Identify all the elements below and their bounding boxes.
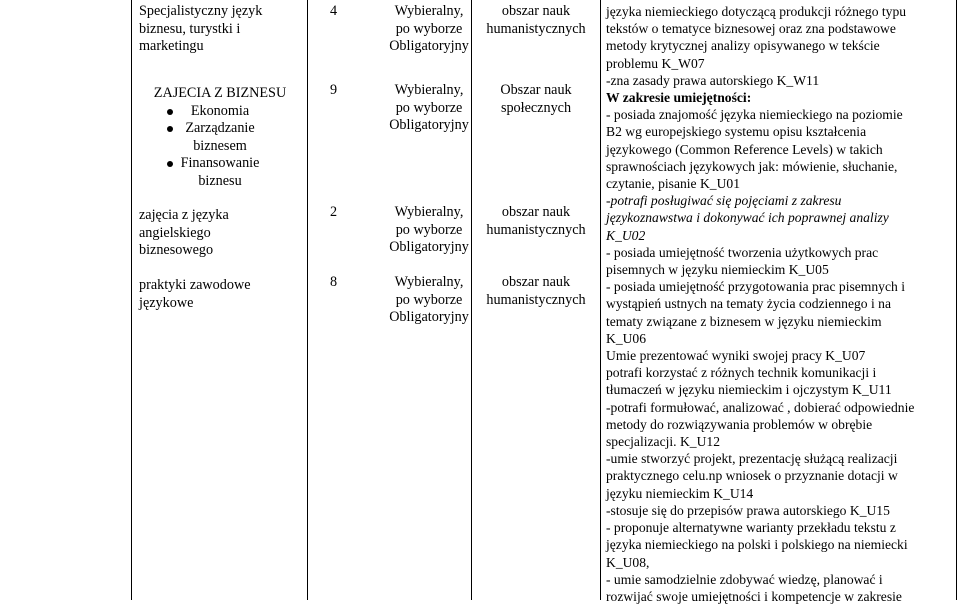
table-border xyxy=(600,0,601,600)
area-line: obszar nauk xyxy=(501,204,571,220)
text-line: praktyki zawodowe xyxy=(139,277,251,293)
zajecia-jezyka xyxy=(139,207,301,260)
outcome-line: Umie prezentować wyniki swojej pracy K_U07 xyxy=(606,348,866,364)
area-line: humanistycznych xyxy=(486,291,586,308)
learning-outcomes xyxy=(606,3,952,605)
type-line: Obligatoryjny xyxy=(389,38,469,54)
outcome-line: -umie stworzyć projekt, prezentację służącą realizacji xyxy=(606,451,898,467)
outcome-line: - posiada umiejętność przygotowania prac pisemnych i xyxy=(606,279,905,295)
outcome-line: sprawnościach językowych jak: mówienie, słuchanie, xyxy=(606,158,898,174)
outcome-line: tematy związane z biznesem w języku niemieckim xyxy=(606,313,882,329)
outcome-line: czytanie, pisanie K_U01 xyxy=(606,176,741,192)
type-line: Wybieralny, xyxy=(394,274,464,290)
outcome-line: -potrafi posługiwać się pojęciami z zakresu xyxy=(606,193,842,209)
area-line: humanistycznych xyxy=(486,221,586,238)
zajecia-section xyxy=(139,85,301,190)
outcome-line: tekstów o tematyce biznesowej oraz zna podstawowe xyxy=(606,21,896,37)
outcome-line: praktycznego celu.np wniosek o przyznanie dotacji w xyxy=(606,468,898,484)
text-line: angielskiego xyxy=(139,224,211,241)
table-border xyxy=(307,0,308,600)
hours-value: 4 xyxy=(330,3,338,19)
outcome-line: - posiada znajomość języka niemieckiego na poziomie xyxy=(606,107,903,123)
zajecia-heading: ZAJECIA Z BIZNESU xyxy=(153,85,287,101)
list-item xyxy=(139,155,301,190)
text-line: biznesowego xyxy=(139,242,214,258)
outcome-line: problemu K_W07 xyxy=(606,55,705,71)
type-cell xyxy=(370,274,488,327)
area-cell xyxy=(476,274,596,309)
outcome-line: - umie samodzielnie zdobywać wiedzę, planować i xyxy=(606,571,883,587)
type-line: Wybieralny, xyxy=(394,82,464,98)
type-line: Obligatoryjny xyxy=(389,117,469,133)
hours-value: 9 xyxy=(330,82,338,98)
table-border-right xyxy=(956,0,957,600)
outcome-line: -potrafi formułować, analizować , dobierać odpowiednie xyxy=(606,399,915,415)
area-cell xyxy=(476,3,596,38)
outcome-line: K_U02 xyxy=(606,227,646,243)
outcome-line: potrafi korzystać z różnych technik komunikacji i xyxy=(606,365,877,381)
outcome-line: językowego (Common Reference Levels) w takich xyxy=(606,141,883,157)
hours-value: 2 xyxy=(330,204,338,220)
course-title-line: Specjalistyczny język xyxy=(139,3,263,19)
outcome-line: pisemnych w języku niemieckim K_U05 xyxy=(606,262,829,278)
type-line: po wyborze xyxy=(395,20,463,37)
text-line: zajęcia z języka xyxy=(139,207,229,223)
text-line: językowe xyxy=(139,294,194,311)
type-cell xyxy=(370,3,488,56)
outcome-line: - proponuje alternatywne warianty przekładu tekstu z xyxy=(606,520,896,536)
list-item-text: Zarządzanie xyxy=(185,120,255,136)
outcome-line: wystąpień ustnych na tematy życia codziennego i na xyxy=(606,296,891,312)
outcome-line: specjalizacji. K_U12 xyxy=(606,434,720,450)
outcome-line: języka niemieckiego na polski i polskiego na niemiecki xyxy=(606,537,908,553)
outcome-line: - posiada umiejętność tworzenia użytkowych prac xyxy=(606,244,879,260)
bullet-icon xyxy=(167,109,173,115)
list-item-text: Finansowanie xyxy=(180,155,260,171)
type-line: po wyborze xyxy=(395,99,463,116)
type-line: Wybieralny, xyxy=(394,204,464,220)
list-item-text: Ekonomia xyxy=(190,102,250,119)
outcome-line: metody krytycznej analizy opisywanego w tekście xyxy=(606,38,880,54)
bullet-icon xyxy=(167,161,173,167)
type-line: Obligatoryjny xyxy=(389,239,469,255)
list-item xyxy=(139,103,301,121)
type-cell xyxy=(370,204,488,257)
area-cell xyxy=(476,82,596,117)
bullet-icon xyxy=(167,126,173,132)
hours-value: 8 xyxy=(330,274,338,290)
area-line: humanistycznych xyxy=(486,20,586,37)
praktyki xyxy=(139,277,301,312)
type-cell xyxy=(370,82,488,135)
area-line: obszar nauk xyxy=(501,274,571,290)
list-item xyxy=(139,120,301,155)
area-line: obszar nauk xyxy=(501,3,571,19)
outcome-line: -stosuje się do przepisów prawa autorskiego K_U15 xyxy=(606,502,890,518)
outcome-line: językoznawstwa i dokonywać ich poprawnej analizy xyxy=(606,210,889,226)
course-title xyxy=(139,3,301,56)
list-item-text: biznesem xyxy=(193,137,247,154)
outcome-line: tłumaczeń w języku niemieckim i ojczystym K_U11 xyxy=(606,382,892,398)
outcome-heading: W zakresie umiejętności: xyxy=(606,90,752,106)
outcome-line: K_U06 xyxy=(606,330,647,346)
area-cell xyxy=(476,204,596,239)
type-line: Obligatoryjny xyxy=(389,309,469,325)
outcome-line: K_U08, xyxy=(606,554,650,570)
outcome-line: języku niemieckim K_U14 xyxy=(606,485,754,501)
type-line: Wybieralny, xyxy=(394,3,464,19)
area-line: społecznych xyxy=(500,99,572,116)
table-border-left xyxy=(131,0,132,600)
outcome-line: B2 wg europejskiego systemu opisu kształcenia xyxy=(606,124,867,140)
outcome-line: rozwijać swoje umiejętności i kompetencje w zakresie xyxy=(606,588,902,604)
area-line: Obszar nauk xyxy=(500,82,572,98)
outcome-line: -zna zasady prawa autorskiego K_W11 xyxy=(606,72,820,88)
subject-list xyxy=(139,103,301,191)
type-line: po wyborze xyxy=(395,221,463,238)
outcome-line: języka niemieckiego dotyczącą produkcji różnego typu xyxy=(606,4,907,19)
course-title-line: biznesu, turystki i xyxy=(139,20,241,37)
list-item-text: biznesu xyxy=(198,172,242,189)
outcome-line: metody do rozwiązywania problemów w obrębie xyxy=(606,416,873,432)
course-title-line: marketingu xyxy=(139,38,204,54)
type-line: po wyborze xyxy=(395,291,463,308)
